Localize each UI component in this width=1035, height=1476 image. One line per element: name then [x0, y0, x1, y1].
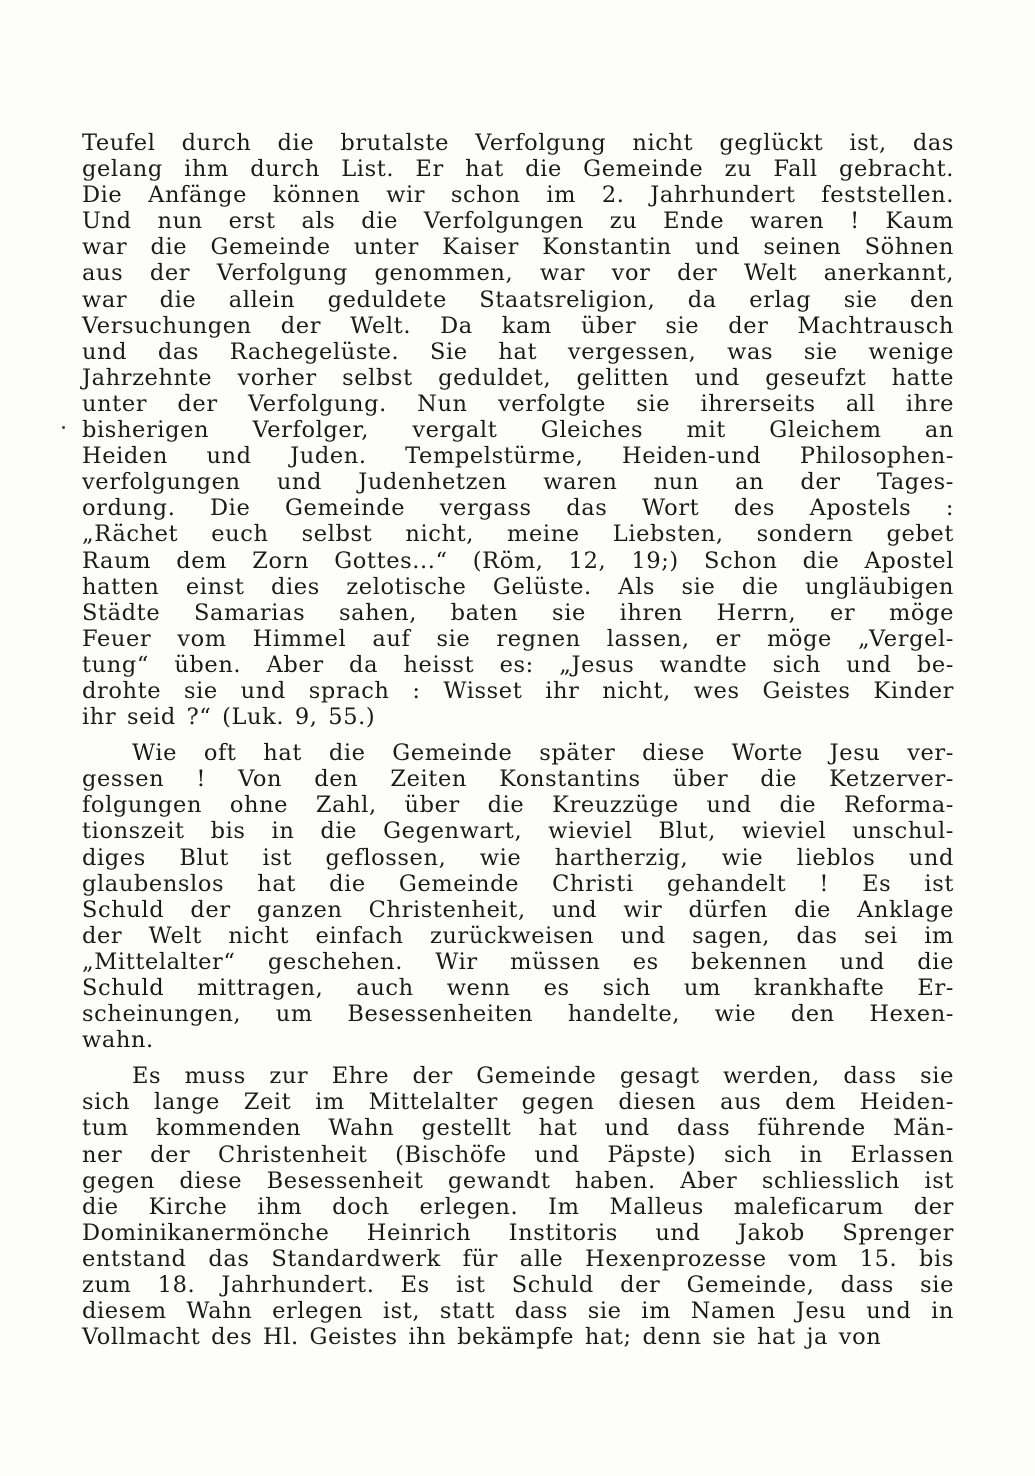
- text-line: Die Anfänge können wir schon im 2. Jahrhundert feststellen.: [82, 182, 954, 209]
- text-line: tung“ üben. Aber da heisst es: „Jesus wandte sich und be-: [82, 651, 954, 678]
- paragraph: [82, 1063, 954, 1350]
- text-line: war die Gemeinde unter Kaiser Konstantin und seinen Söhnen: [82, 234, 954, 261]
- text-line: bisherigen Verfolger, vergalt Gleiches mit Gleichem an: [82, 417, 954, 444]
- text-line: Und nun erst als die Verfolgungen zu Ende waren ! Kaum: [82, 208, 954, 235]
- text-line: zum 18. Jahrhundert. Es ist Schuld der Gemeinde, dass sie: [82, 1272, 954, 1299]
- text-line: ner der Christenheit (Bischöfe und Päpste) sich in Erlassen: [82, 1141, 954, 1168]
- text-line: gegen diese Besessenheit gewandt haben. Aber schliesslich ist: [82, 1167, 954, 1194]
- text-line: hatten einst dies zelotische Gelüste. Als sie die ungläubigen: [82, 573, 954, 600]
- text-line: der Welt nicht einfach zurückweisen und sagen, das sei im: [82, 922, 954, 949]
- paragraph: [82, 740, 954, 1053]
- text-line: entstand das Standardwerk für alle Hexenprozesse vom 15. bis: [82, 1245, 954, 1272]
- text-line: gessen ! Von den Zeiten Konstantins über die Ketzerver-: [82, 766, 954, 793]
- text-line: tum kommenden Wahn gestellt hat und dass führende Män-: [82, 1115, 954, 1142]
- text-line: sich lange Zeit im Mittelalter gegen diesen aus dem Heiden-: [82, 1089, 954, 1116]
- text-line: folgungen ohne Zahl, über die Kreuzzüge und die Reforma-: [82, 792, 954, 819]
- text-line: Vollmacht des Hl. Geistes ihn bekämpfe hat; denn sie hat ja von: [82, 1324, 882, 1351]
- text-line: diesem Wahn erlegen ist, statt dass sie im Namen Jesu und in: [82, 1298, 954, 1325]
- text-line: ordung. Die Gemeinde vergass das Wort des Apostels :: [82, 495, 954, 522]
- text-line: Es muss zur Ehre der Gemeinde gesagt werden, dass sie: [132, 1063, 954, 1090]
- text-line: aus der Verfolgung genommen, war vor der Welt anerkannt,: [82, 260, 954, 287]
- text-line: scheinungen, um Besessenheiten handelte, wie den Hexen-: [82, 1001, 954, 1028]
- text-line: Jahrzehnte vorher selbst geduldet, gelitten und geseufzt hatte: [82, 364, 954, 391]
- text-line: die Kirche ihm doch erlegen. Im Malleus maleficarum der: [82, 1193, 954, 1220]
- text-line: war die allein geduldete Staatsreligion, da erlag sie den: [82, 286, 954, 313]
- paragraph: [82, 130, 954, 730]
- text-line: diges Blut ist geflossen, wie hartherzig, wie lieblos und: [82, 844, 954, 871]
- text-line: verfolgungen und Judenhetzen waren nun an der Tages-: [82, 469, 954, 496]
- text-line: und das Rachegelüste. Sie hat vergessen, was sie wenige: [82, 338, 954, 365]
- margin-mark: [62, 426, 65, 429]
- text-line: „Rächet euch selbst nicht, meine Liebsten, sondern gebet: [82, 521, 954, 548]
- text-line: glaubenslos hat die Gemeinde Christi gehandelt ! Es ist: [82, 870, 954, 897]
- text-line: Wie oft hat die Gemeinde später diese Worte Jesu ver-: [132, 740, 954, 767]
- text-line: Teufel durch die brutalste Verfolgung nicht geglückt ist, das: [82, 130, 954, 156]
- text-line: ihr seid ?“ (Luk. 9, 55.): [82, 704, 376, 731]
- text-line: Versuchungen der Welt. Da kam über sie der Machtrausch: [82, 312, 954, 339]
- text-line: unter der Verfolgung. Nun verfolgte sie ihrerseits all ihre: [82, 390, 954, 417]
- text-line: Schuld der ganzen Christenheit, und wir dürfen die Anklage: [82, 896, 954, 923]
- text-line: „Mittelalter“ geschehen. Wir müssen es bekennen und die: [82, 948, 954, 975]
- text-line: Dominikanermönche Heinrich Institoris und Jakob Sprenger: [82, 1219, 954, 1246]
- text-line: drohte sie und sprach : Wisset ihr nicht, wes Geistes Kinder: [82, 677, 954, 704]
- text-line: Heiden und Juden. Tempelstürme, Heiden-und Philosophen-: [82, 443, 954, 470]
- text-line: wahn.: [82, 1027, 154, 1054]
- text-line: Feuer vom Himmel auf sie regnen lassen, er möge „Vergel-: [82, 625, 954, 652]
- text-line: Städte Samarias sahen, baten sie ihren Herrn, er möge: [82, 599, 954, 626]
- text-line: Schuld mittragen, auch wenn es sich um krankhafte Er-: [82, 975, 954, 1001]
- text-line: tionszeit bis in die Gegenwart, wieviel Blut, wieviel unschul-: [82, 818, 954, 845]
- body-text: [82, 130, 954, 1350]
- text-line: Raum dem Zorn Gottes...“ (Röm, 12, 19;) Schon die Apostel: [82, 547, 954, 574]
- text-line: gelang ihm durch List. Er hat die Gemeinde zu Fall gebracht.: [82, 156, 954, 183]
